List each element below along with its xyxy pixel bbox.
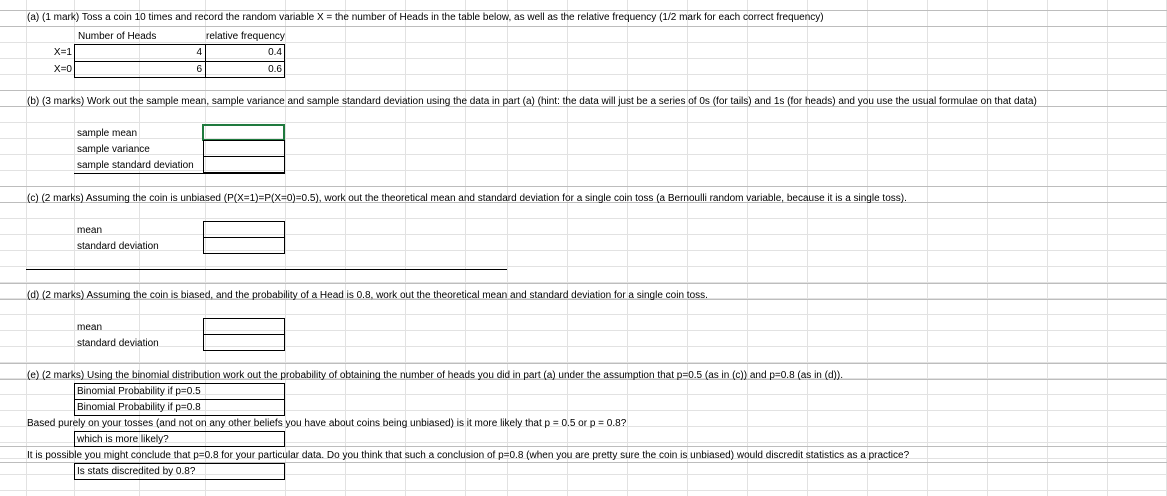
label-std-dev-c: standard deviation bbox=[77, 241, 159, 252]
part-b-heading: (b) (3 marks) Work out the sample mean, sample variance and sample standard deviation using the data in part (a) (hint: the data will just be a series of 0s (for tails) and 1s (for heads) and you use the usual formulae on that data) bbox=[27, 96, 1037, 107]
label-sample-std-dev: sample standard deviation bbox=[77, 160, 194, 171]
separator-line bbox=[26, 269, 507, 270]
binomial-answers-divider bbox=[74, 399, 285, 400]
count-cell-x0[interactable]: 6 bbox=[196, 64, 202, 75]
question-discredit-statistics: It is possible you might conclude that p=0.8 for your particular data. Do you think that such a conclusion of p=0.8 (when you are pretty sure the coin is unbiased) would discredit statistics as a practice? bbox=[27, 450, 910, 461]
col-header-number-of-heads: Number of Heads bbox=[78, 31, 157, 42]
std-dev-d-input[interactable] bbox=[203, 334, 285, 351]
sample-variance-input[interactable] bbox=[203, 140, 285, 157]
sample-std-dev-input[interactable] bbox=[203, 156, 285, 173]
frequency-table-row-line bbox=[74, 61, 285, 62]
freq-cell-x1[interactable]: 0.4 bbox=[268, 47, 282, 58]
label-sample-variance: sample variance bbox=[77, 144, 150, 155]
count-cell-x1[interactable]: 4 bbox=[196, 47, 202, 58]
part-e-heading: (e) (2 marks) Using the binomial distribution work out the probability of obtaining the number of heads you did in part (a) under the assumption that p=0.5 (as in (c)) and p=0.8 (as in (d)). bbox=[27, 370, 843, 381]
part-d-heading: (d) (2 marks) Assuming the coin is biased, and the probability of a Head is 0.8, work out the theoretical mean and standard deviation for a single coin toss. bbox=[27, 290, 708, 301]
sample-mean-input[interactable] bbox=[202, 124, 285, 141]
question-more-likely: Based purely on your tosses (and not on any other beliefs you have about coins being unbiased) is it more likely that p = 0.5 or p = 0.8? bbox=[27, 418, 627, 429]
label-sample-mean: sample mean bbox=[77, 128, 138, 139]
std-dev-c-input[interactable] bbox=[203, 237, 285, 254]
mean-d-input[interactable] bbox=[203, 318, 285, 335]
freq-cell-x0[interactable]: 0.6 bbox=[268, 64, 282, 75]
more-likely-input[interactable] bbox=[74, 431, 285, 447]
label-binomial-p08: Binomial Probability if p=0.8 bbox=[77, 402, 201, 413]
label-mean-d: mean bbox=[77, 322, 103, 333]
label-std-dev-d: standard deviation bbox=[77, 338, 159, 349]
stats-discredited-input[interactable] bbox=[74, 463, 285, 480]
col-header-relative-frequency: relative frequency bbox=[206, 31, 285, 42]
part-c-heading: (c) (2 marks) Assuming the coin is unbiased (P(X=1)=P(X=0)=0.5), work out the theoretical mean and standard deviation for a single coin toss (a Bernoulli random variable, because it is a single toss). bbox=[27, 193, 907, 204]
label-which-more-likely: which is more likely? bbox=[77, 434, 169, 445]
label-stats-discredited: Is stats discredited by 0.8? bbox=[77, 466, 196, 477]
label-mean-c: mean bbox=[77, 225, 103, 236]
part-b-underline bbox=[74, 173, 285, 174]
part-a-heading: (a) (1 mark) Toss a coin 10 times and record the random variable X = the number of Heads in the table below, as well as the relative frequency (1/2 mark for each correct frequency) bbox=[27, 12, 824, 23]
mean-c-input[interactable] bbox=[203, 221, 285, 238]
row-label-x1: X=1 bbox=[53, 47, 72, 58]
label-binomial-p05: Binomial Probability if p=0.5 bbox=[77, 386, 201, 397]
row-label-x0: X=0 bbox=[53, 64, 72, 75]
